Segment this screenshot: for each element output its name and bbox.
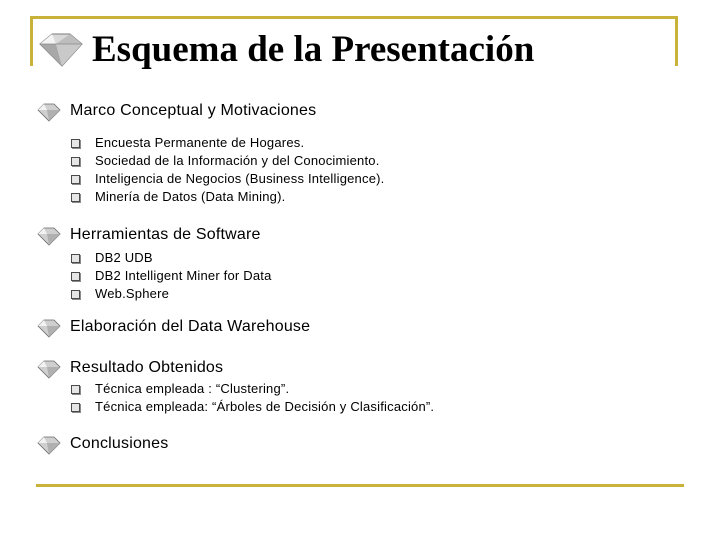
section-label: Resultado Obtenidos	[70, 359, 224, 376]
gem-bullet-icon	[36, 226, 62, 246]
list-item: Sociedad de la Información y del Conocimiento.	[71, 152, 384, 170]
square-bullet-icon	[71, 403, 80, 412]
list-item: DB2 UDB	[71, 249, 272, 267]
square-bullet-icon	[71, 254, 80, 263]
sub-list	[71, 249, 272, 303]
footer-line	[36, 484, 684, 487]
square-bullet-icon	[71, 290, 80, 299]
section-label: Marco Conceptual y Motivaciones	[70, 102, 317, 119]
list-item: Web.Sphere	[71, 285, 272, 303]
sub-list	[71, 380, 434, 416]
section-label: Conclusiones	[70, 435, 169, 452]
section-label: Herramientas de Software	[70, 226, 261, 243]
gem-bullet-icon	[36, 359, 62, 379]
gem-icon	[36, 30, 86, 68]
list-item: Minería de Datos (Data Mining).	[71, 188, 384, 206]
sub-list	[71, 134, 384, 206]
square-bullet-icon	[71, 175, 80, 184]
square-bullet-icon	[71, 157, 80, 166]
header-frame-left	[30, 16, 33, 66]
square-bullet-icon	[71, 385, 80, 394]
square-bullet-icon	[71, 193, 80, 202]
square-bullet-icon	[71, 272, 80, 281]
list-item: Técnica empleada: “Árboles de Decisión y Clasificación”.	[71, 398, 434, 416]
section-herramientas	[36, 224, 272, 303]
list-item: Inteligencia de Negocios (Business Intelligence).	[71, 170, 384, 188]
page-title: Esquema de la Presentación	[92, 29, 535, 70]
header-frame-top	[30, 16, 678, 19]
list-item: Técnica empleada : “Clustering”.	[71, 380, 434, 398]
list-item: DB2 Intelligent Miner for Data	[71, 267, 272, 285]
header-frame-right	[675, 16, 678, 66]
section-marco-conceptual	[36, 100, 385, 206]
gem-bullet-icon	[36, 318, 62, 338]
gem-bullet-icon	[36, 102, 62, 122]
section-resultado	[36, 357, 435, 416]
gem-bullet-icon	[36, 435, 62, 455]
square-bullet-icon	[71, 139, 80, 148]
list-item: Encuesta Permanente de Hogares.	[71, 134, 384, 152]
section-label: Elaboración del Data Warehouse	[70, 318, 311, 335]
